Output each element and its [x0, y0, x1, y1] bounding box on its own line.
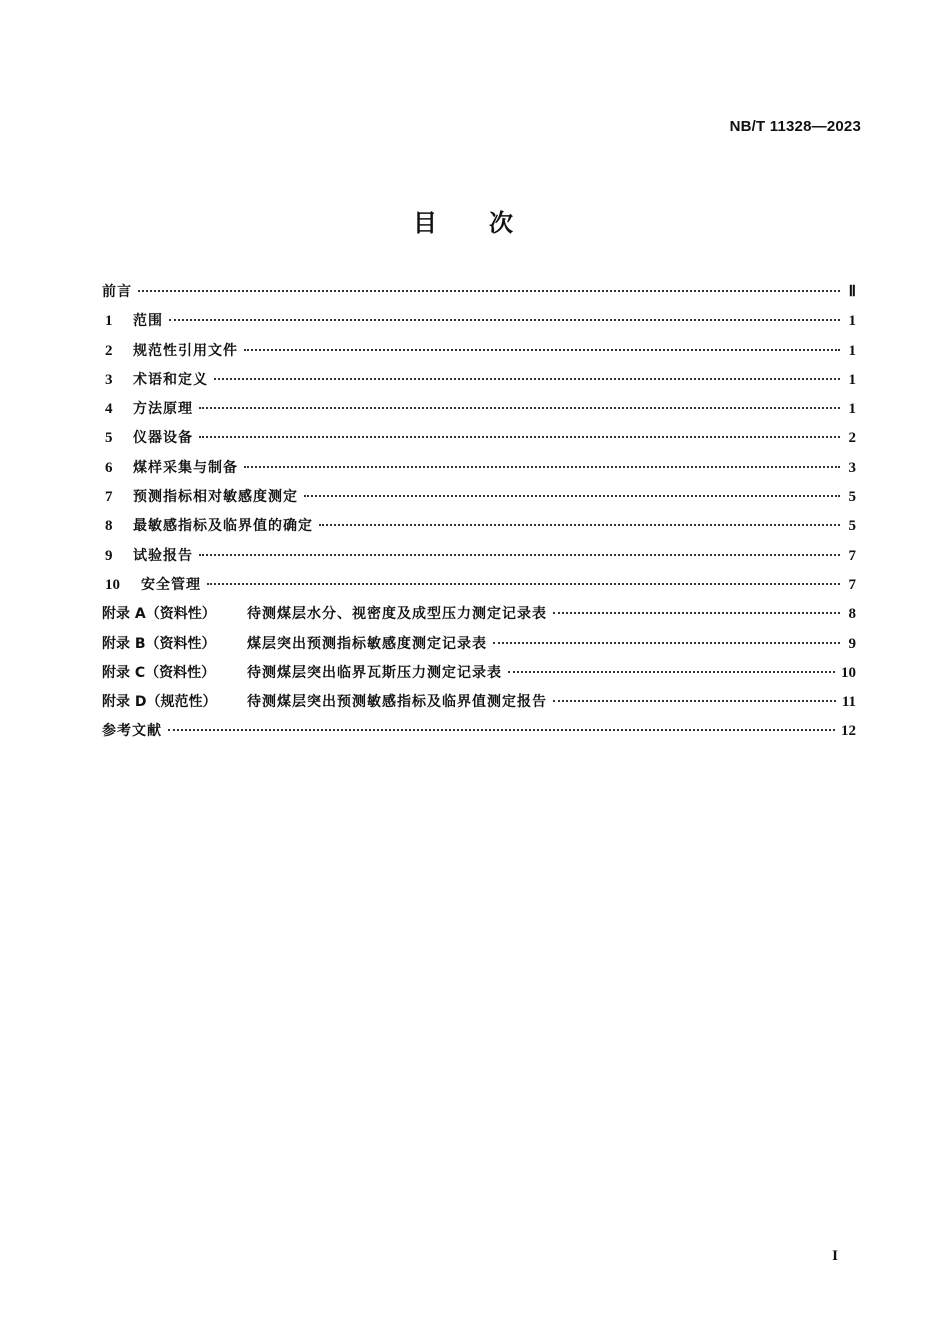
toc-entry-page: 1	[848, 401, 856, 418]
toc-entry-page: 1	[848, 342, 856, 359]
toc-entry-number: 附录 C（资料性）	[102, 664, 216, 681]
toc-entry-label: 参考文献	[102, 723, 162, 740]
toc-entry-number: 2	[105, 342, 113, 359]
toc-entry-label: 仪器设备	[133, 430, 193, 447]
toc-dot-leader	[207, 583, 840, 585]
toc-entry-label: 前言	[102, 284, 132, 300]
toc-entry-label: 范围	[133, 313, 163, 330]
toc-entry-label: 安全管理	[141, 576, 201, 593]
toc-entry-number: 10	[105, 576, 120, 593]
toc-entry-page: 1	[848, 371, 856, 388]
toc-entry-number: 1	[105, 313, 113, 330]
toc-entry-references[interactable]	[102, 717, 856, 746]
toc-dot-leader	[553, 700, 836, 702]
toc-entry-label: 煤样采集与制备	[133, 459, 238, 476]
toc-entry-page: 12	[841, 723, 856, 740]
toc-entry-number: 附录 D（规范性）	[102, 694, 217, 711]
toc-dot-leader	[168, 729, 835, 731]
toc-dot-leader	[304, 495, 840, 497]
toc-entry-page: 5	[848, 489, 856, 506]
toc-entry-page: 7	[848, 547, 856, 564]
toc-entry-label: 待测煤层突出临界瓦斯压力测定记录表	[247, 664, 502, 681]
toc-entry-page: 3	[848, 459, 856, 476]
toc-entry-label: 待测煤层突出预测敏感指标及临界值测定报告	[247, 694, 547, 711]
toc-entry-label: 煤层突出预测指标敏感度测定记录表	[247, 635, 487, 652]
toc-dot-leader	[199, 436, 840, 438]
table-of-contents	[102, 278, 856, 747]
toc-entry-4[interactable]	[102, 395, 856, 424]
toc-entry-label: 预测指标相对敏感度测定	[133, 489, 298, 506]
toc-entry-number: 9	[105, 547, 113, 564]
toc-dot-leader	[214, 378, 840, 380]
toc-entry-number: 6	[105, 459, 113, 476]
standard-number: NB/T 11328—2023	[729, 118, 861, 135]
toc-dot-leader	[169, 319, 840, 321]
toc-dot-leader	[553, 612, 840, 614]
page-number: I	[832, 1248, 838, 1264]
toc-entry-2[interactable]	[102, 337, 856, 366]
toc-dot-leader	[244, 349, 840, 351]
toc-dot-leader	[493, 642, 840, 644]
toc-entry-appendix-a[interactable]	[102, 600, 856, 629]
toc-dot-leader	[508, 671, 835, 673]
toc-entry-label: 方法原理	[133, 401, 193, 418]
toc-entry-page: 5	[848, 518, 856, 535]
toc-entry-page: 9	[848, 635, 856, 652]
toc-dot-leader	[199, 407, 840, 409]
toc-entry-3[interactable]	[102, 366, 856, 395]
toc-entry-number: 附录 B（资料性）	[102, 635, 216, 652]
toc-entry-page: 8	[848, 606, 856, 623]
toc-entry-7[interactable]	[102, 483, 856, 512]
toc-entry-label: 最敏感指标及临界值的确定	[133, 518, 313, 535]
toc-entry-number: 4	[105, 401, 113, 418]
toc-entry-page: Ⅱ	[848, 284, 856, 300]
toc-entry-number: 附录 A（资料性）	[102, 606, 216, 623]
toc-dot-leader	[138, 290, 840, 292]
toc-entry-9[interactable]	[102, 542, 856, 571]
toc-dot-leader	[319, 524, 840, 526]
toc-entry-label: 规范性引用文件	[133, 342, 238, 359]
toc-entry-number: 7	[105, 489, 113, 506]
toc-entry-label: 术语和定义	[133, 371, 208, 388]
toc-dot-leader	[199, 554, 840, 556]
toc-entry-appendix-b[interactable]	[102, 630, 856, 659]
toc-entry-5[interactable]	[102, 424, 856, 453]
toc-entry-page: 2	[848, 430, 856, 447]
toc-entry-number: 5	[105, 430, 113, 447]
toc-entry-page: 11	[841, 694, 856, 711]
toc-entry-foreword[interactable]	[102, 278, 856, 307]
toc-entry-1[interactable]	[102, 307, 856, 336]
toc-entry-8[interactable]	[102, 512, 856, 541]
toc-dot-leader	[244, 466, 840, 468]
toc-entry-page: 1	[848, 313, 856, 330]
toc-entry-6[interactable]	[102, 454, 856, 483]
toc-entry-label: 试验报告	[133, 547, 193, 564]
toc-entry-appendix-c[interactable]	[102, 659, 856, 688]
page-title: 目次	[413, 209, 565, 237]
toc-entry-10[interactable]	[102, 571, 856, 600]
toc-entry-label: 待测煤层水分、视密度及成型压力测定记录表	[247, 606, 547, 623]
toc-entry-page: 10	[841, 664, 856, 681]
toc-entry-number: 3	[105, 371, 113, 388]
toc-entry-number: 8	[105, 518, 113, 535]
toc-entry-appendix-d[interactable]	[102, 688, 856, 717]
toc-entry-page: 7	[848, 576, 856, 593]
